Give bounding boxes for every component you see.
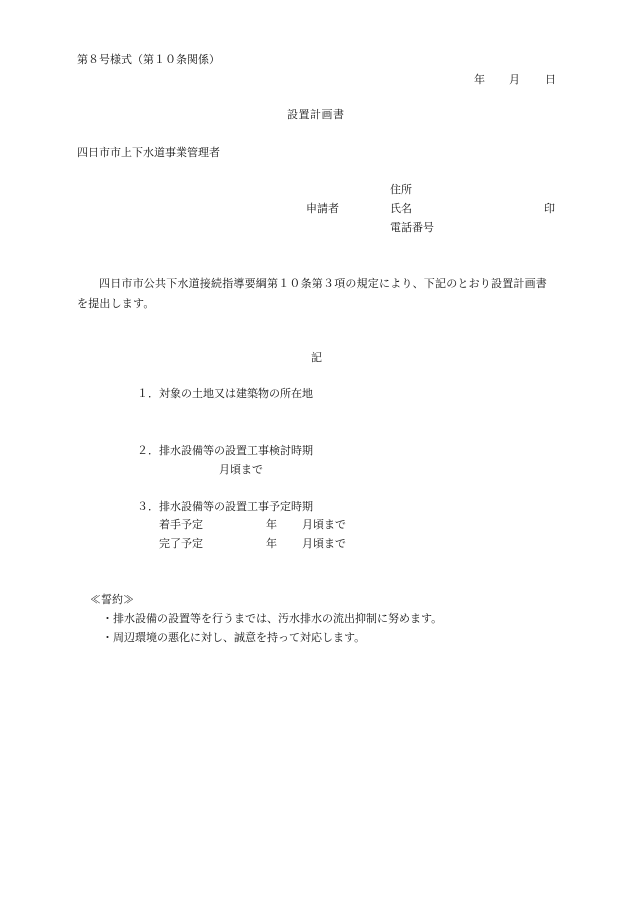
schedule-row-year-label: 年 (266, 537, 277, 550)
pledge-bullet: ・排水設備の設置等を行うまでは、汚水排水の流出抑制に努めます。 (102, 612, 443, 625)
applicant-role-label: 申請者 (306, 202, 339, 215)
item-number: １． (137, 387, 159, 400)
date-year-label: 年 (474, 73, 485, 86)
date-month-label: 月 (509, 73, 520, 86)
phone-label: 電話番号 (390, 221, 434, 234)
document-title: 設置計画書 (287, 108, 345, 121)
item-label: 排水設備等の設置工事検討時期 (159, 444, 313, 457)
addressee: 四日市市上下水道事業管理者 (77, 146, 220, 159)
name-label: 氏名 (390, 202, 412, 215)
schedule-row-month-label: 月頃まで (302, 537, 346, 550)
pledge-title: ≪誓約≫ (90, 593, 134, 606)
date-day-label: 日 (545, 73, 556, 86)
address-label: 住所 (390, 183, 412, 196)
schedule-row-month-label: 月頃まで (302, 518, 346, 531)
item-label: 対象の土地又は建築物の所在地 (159, 387, 313, 400)
form-number: 第８号様式（第１０条関係） (77, 53, 220, 66)
body-paragraph: 四日市市公共下水道接続指導要綱第１０条第３項の規定により、下記のとおり設置計画書を提出します。 (77, 277, 547, 310)
item-number: ２． (137, 444, 159, 457)
schedule-row-label: 着手予定 (159, 518, 203, 531)
schedule-row-year-label: 年 (266, 518, 277, 531)
seal-label: 印 (544, 202, 555, 215)
ki-heading: 記 (311, 351, 322, 364)
item-label: 排水設備等の設置工事予定時期 (159, 500, 313, 513)
pledge-bullet: ・周辺環境の悪化に対し、誠意を持って対応します。 (102, 631, 366, 644)
schedule-row-label: 完了予定 (159, 537, 203, 550)
item-sub-label: 月頃まで (219, 463, 263, 476)
item-number: ３． (137, 500, 159, 513)
